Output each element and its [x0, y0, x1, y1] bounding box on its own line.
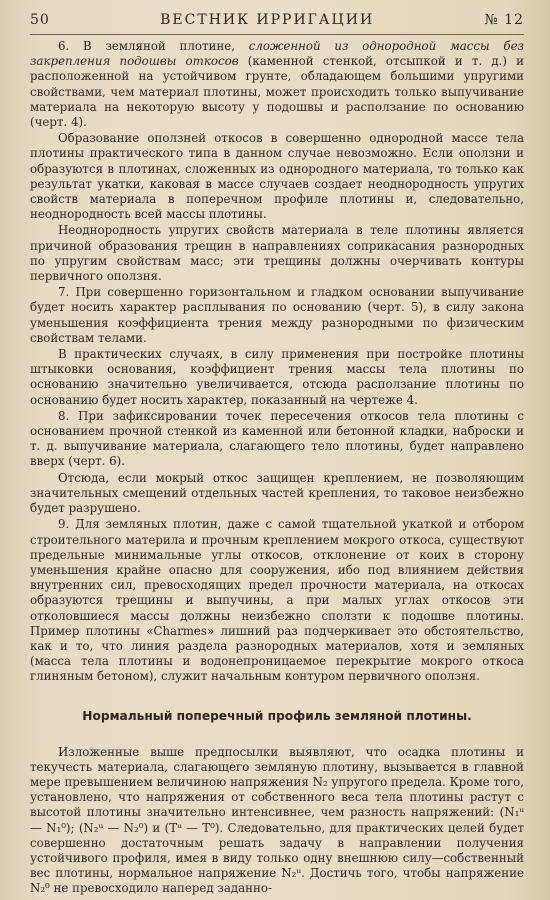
paragraph: 7. При совершенно горизонтальном и гладком основании выпучивание будет носить характер расплывания по основанию (черт. 5), в силу закона уменьшения коэффициента трения между разнородными по физическим свойствам телами. [30, 285, 524, 345]
issue-number: № 12 [484, 12, 524, 28]
paragraph: Изложенные выше предпосылки выявляют, что осадка плотины и текучесть материала, слагающего земляную плотину, вызывается в главной мере превышением величиною напряжения N₂ упругого предела. Кроме того, установлено, что напряжения от собственного веса тела плотины растут с высотой плотины значительно интенсивнее, чем разность напряжений: (N₁ᵘ — N₁⁰); (N₂ᵘ — N₂⁰) и (Tᵘ — T⁰). Следовательно, для практических целей будет совершенно достаточным решать задачу в направлении получения устойчивого профиля, имея в виду только одну внешнюю силу—собственный вес плотины, нормальное напряжение N₂ᵘ. Достичь того, чтобы напряжение N₂⁰ не превосходило наперед заданно- [30, 744, 525, 896]
paragraph: 9. Для земляных плотин, даже с самой тщательной укаткой и отбором строительного материла и прочным креплением мокрого откоса, существуют предельные минимальные углы откосов, отклонение от коих в сторону уменьшения крайне опасно для сооружения, ибо под влиянием действия внутренних сил, превосходящих предел прочности материала, на откосах образуются трещины и выпучины, а при малых углах откосов эти отколовшиеся массы должны неизбежно сползти к подошве плотины. Пример плотины «Charmes» лишний раз подчеркивает это обстоятельство, как и то, что линия раздела разнородных материалов, хотя и земляных (масса тела плотины и водонепроницаемое перекрытие мокрого откоса глиняным бетоном), служит начальным контуром первичного оползня. [30, 517, 524, 684]
paragraph: Неоднородность упругих свойств материала в теле плотины является причиной образования трещин в направлениях соприкасания разнородных по упругим свойствам масс; эти трещины должны очерчивать контуры первичного оползня. [30, 223, 524, 284]
emphasis: сложенной из однородной массы без закрепления подошвы откосов [30, 39, 524, 69]
paragraph: 6. В земляной плотине, сложенной из однородной массы без закрепления подошвы откосов (каменной стенкой, отсыпкой и т. д.) и расположенной на устойчивом грунте, обладающем большими упругими свойствами, чем материал плотины, может происходить только выпучивание материала на некоторую высоту у подошвы и расползание по основанию (черт. 4). [30, 39, 524, 130]
running-header [30, 12, 524, 35]
section-heading: Нормальный поперечный профиль земляной плотины. [82, 708, 472, 723]
body-text [30, 39, 524, 897]
journal-title: ВЕСТНИК ИРРИГАЦИИ [160, 12, 375, 28]
paragraph: Отсюда, если мокрый откос защищен креплением, не позволяющим значительных смещений отдельных частей крепления, то таковое неизбежно будет разрушено. [30, 470, 524, 516]
paragraph: Образование оползней откосов в совершенно однородной массе тела плотины практического типа в данном случае невозможно. Если оползни и образуются в плотинах, сложенных из однородного материала, то только как результат укатки, каковая в массе случаев создает неоднородность упругих свойств материала в поперечном профиле плотины и, следовательно, неоднородность всей массы плотины. [30, 131, 524, 222]
paragraph: 8. При зафиксировании точек пересечения откосов тела плотины с основанием прочной стенкой из каменной или бетонной кладки, наброски и т. д. выпучивание материала, слагающего тело плотины, будет направлено вверх (черт. 6). [30, 408, 524, 469]
page-number: 50 [30, 12, 50, 28]
paragraph: В практических случаях, в силу применения при постройке плотины штыковки основания, коэффициент трения массы тела плотины по основанию значительно увеличивается, отсюда расползание плотины по основанию будет носить характер, показанный на чертеже 4. [30, 347, 524, 407]
